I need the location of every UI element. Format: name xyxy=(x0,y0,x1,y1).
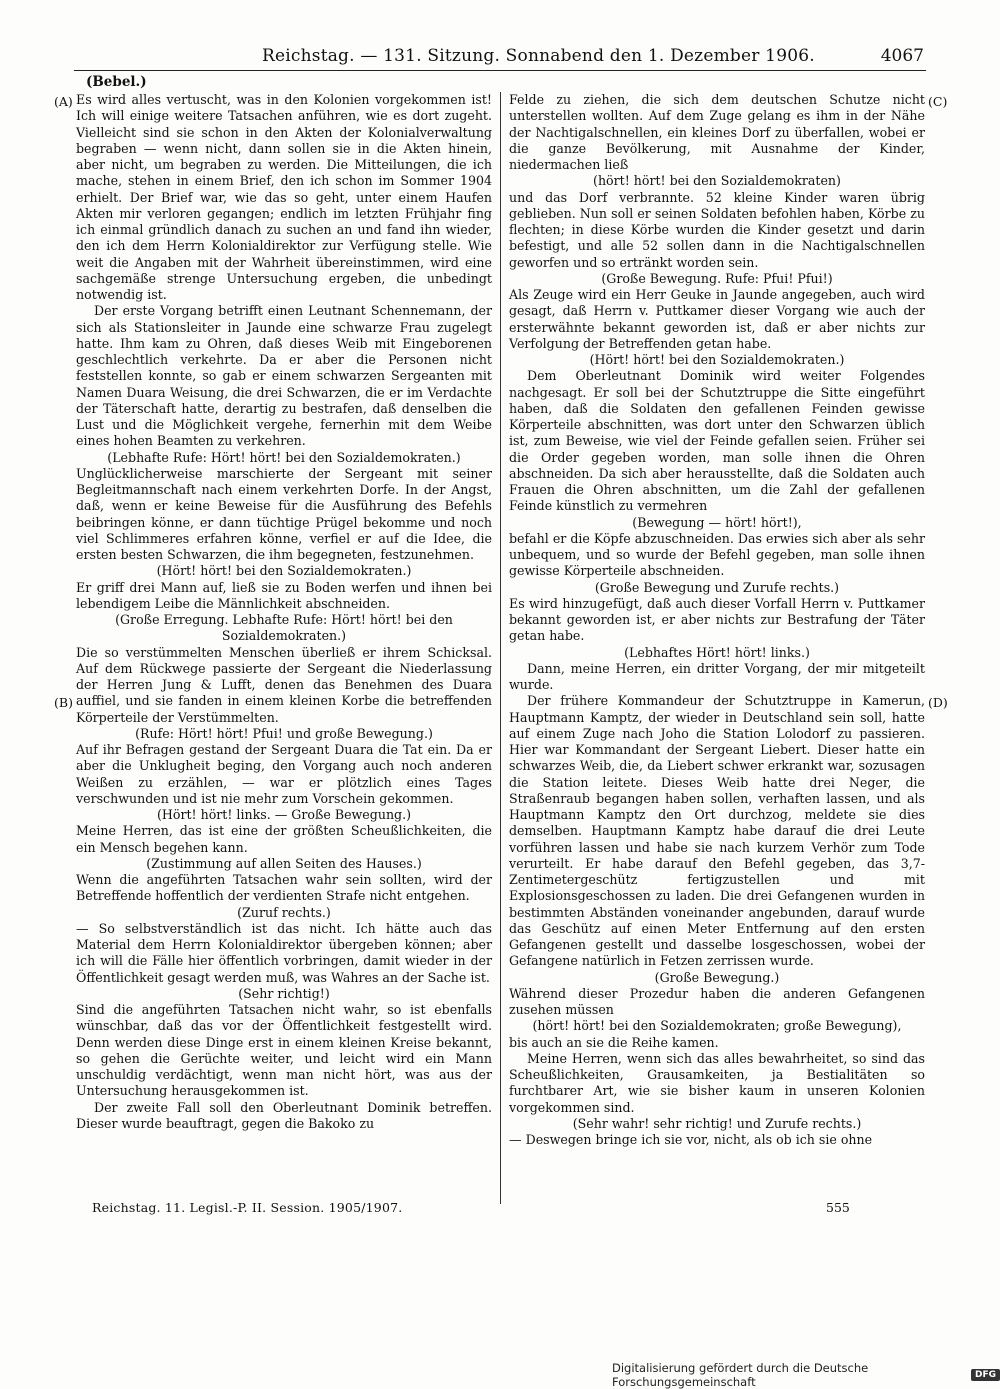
interjection: (Hört! hört! links. — Große Bewegung.) xyxy=(156,807,412,822)
margin-mark-d: (D) xyxy=(928,695,948,710)
interjection: (Hört! hört! bei den Sozialdemokraten.) xyxy=(589,352,845,367)
paragraph: befahl er die Köpfe abzuschneiden. Das erwies sich aber als sehr unbequem, und so wurde der Befehl gegeben, man solle ihnen gewisse Körperteile abschneiden. xyxy=(509,530,925,579)
interjection: (Lebhafte Rufe: Hört! hört! bei den Sozialdemokraten.) xyxy=(107,449,461,465)
interjection: (Große Bewegung.) xyxy=(654,969,780,985)
interjection: (hört! hört! bei den Sozialdemokraten) xyxy=(593,173,841,189)
interjection: (Sehr wahr! sehr richtig! und Zurufe rechts.) xyxy=(572,1115,862,1131)
digitization-credit xyxy=(612,1361,1000,1389)
paragraph: Der erste Vorgang betrifft einen Leutnant Schennemann, der sich als Stationsleiter in Jaunde eine schwarze Frau zugelegt hatte. Ihm kam zu Ohren, daß dieses Weib mit Eingeborenen geschlechtlich verkehrte. Da er aber die Personen nicht feststellen konnte, so gab er einem schwarzen Sergeanten mit Namen Duara Weisung, die drei Schwarzen, die er im Verdachte der Täterschaft hatte, derartig zu bestrafen, daß denselben die Lust und die Möglichkeit vergehe, fernerhin mit dem Weibe eines hohen Beamten zu verkehren. xyxy=(76,303,492,449)
margin-mark-b: (B) xyxy=(54,695,73,710)
interjection: (Rufe: Hört! hört! Pfui! und große Bewegung.) xyxy=(135,725,433,741)
interjection: (Lebhaftes Hört! hört! links.) xyxy=(624,644,810,660)
paragraph: Unglücklicherweise marschierte der Sergeant mit seiner Begleitmannschaft nach einem verkehrten Dorfe. In der Angst, daß, wenn er keine Beweise für die Ausführung des Befehls beibringen könne, er dann tüchtige Prügel bekomme und noch viel Schlimmeres erfahren könne, verfiel er auf die Idee, die ersten besten Schwarzen, die ihm begegneten, festzunehmen. xyxy=(76,465,492,562)
right-column xyxy=(509,92,925,1148)
paragraph: Während dieser Prozedur haben die anderen Gefangenen zusehen müssen xyxy=(509,985,925,1017)
paragraph: und das Dorf verbrannte. 52 kleine Kinder waren übrig geblieben. Nun soll er seinen Soldaten befohlen haben, Körbe zu flechten; in diese Körbe wurden die Kinder gesetzt und darin befestigt, und alle 52 sollen dann in die Nachtigalschnellen geworfen und so ertränkt worden sein. xyxy=(509,189,925,270)
interjection: (Große Bewegung und Zurufe rechts.) xyxy=(594,579,840,595)
interjection: (Große Erregung. Lebhafte Rufe: Hört! hört! bei den Sozialdemokraten.) xyxy=(115,612,453,644)
paragraph: — So selbstverständlich ist das nicht. Ich hätte auch das Material dem Herrn Kolonialdirektor übergeben können; aber ich will die Fälle hier öffentlich vorbringen, damit wieder in der Öffentlichkeit gesagt werden muß, was Wahres an der Sache ist. xyxy=(76,920,492,985)
interjection: (hört! hört! bei den Sozialdemokraten; große Bewegung), xyxy=(532,1018,902,1034)
page-header xyxy=(74,44,926,71)
paragraph: Dann, meine Herren, ein dritter Vorgang, der mir mitgeteilt wurde. xyxy=(509,660,925,692)
header-title: Reichstag. — 131. Sitzung. Sonnabend den 1. Dezember 1906. xyxy=(262,46,815,66)
paragraph: Meine Herren, das ist eine der größten Scheußlichkeiten, die ein Mensch begehen kann. xyxy=(76,823,492,855)
dfg-logo-icon: DFG xyxy=(971,1369,1000,1381)
margin-mark-c: (C) xyxy=(928,94,948,109)
interjection: (Hört! hört! bei den Sozialdemokraten.) xyxy=(156,563,412,579)
paragraph: Es wird hinzugefügt, daß auch dieser Vorfall Herrn v. Puttkamer bekannt geworden ist, er aber nichts zur Bestrafung der Täter getan habe. xyxy=(509,595,925,644)
speaker-label: (Bebel.) xyxy=(86,74,147,90)
paragraph: Sind die angeführten Tatsachen nicht wahr, so ist ebenfalls wünschbar, daß das vor der Öffentlichkeit festgestellt wird. Denn werden diese Dinge erst in einem kleinen Kreise bekannt, so gehen die Gerüchte weiter, und leicht wird ein Mann unschuldig verdächtigt, wenn man nicht hört, was aus der Untersuchung herausgekommen ist. xyxy=(76,1002,492,1099)
paragraph: Dem Oberleutnant Dominik wird weiter Folgendes nachgesagt. Er soll bei der Schutztruppe die Sitte eingeführt haben, daß die Soldaten den gefallenen Feinden gewisse Körperteile abschnitten, was dort unter den Schwarzen üblich ist, zum Beweise, wie viel der Feinde gefallen seien. Früher sei die Order gegeben worden, man solle ihnen die Ohren abschneiden. Da sich aber herausstellte, daß die Soldaten auch Frauen die Ohren abschnitten, um die Zahl der gefallenen Feinde künstlich zu vermehren xyxy=(509,368,925,514)
interjection: (Sehr richtig!) xyxy=(238,985,330,1001)
footer-legislature: Reichstag. 11. Legisl.-P. II. Session. 1905/1907. xyxy=(92,1200,403,1215)
interjection: (Zuruf rechts.) xyxy=(237,904,331,920)
paragraph: Er griff drei Mann auf, ließ sie zu Boden werfen und ihnen bei lebendigem Leibe die Männlichkeit abschneiden. xyxy=(76,579,492,611)
margin-mark-a: (A) xyxy=(54,94,73,109)
paragraph: Der zweite Fall soll den Oberleutnant Dominik betreffen. Dieser wurde beauftragt, gegen die Bakoko zu xyxy=(76,1099,492,1131)
paragraph: — Deswegen bringe ich sie vor, nicht, als ob ich sie ohne xyxy=(509,1132,873,1147)
paragraph: Wenn die angeführten Tatsachen wahr sein sollten, wird der Betreffende hoffentlich der verdienten Strafe nicht entgehen. xyxy=(76,872,492,904)
paragraph: Es wird alles vertuscht, was in den Kolonien vorgekommen ist! Ich will einige weitere Tatsachen anführen, wie es dort zugeht. Vielleicht sind sie schon in den Akten der Kolonialverwaltung begraben — wenn nicht, dann sollen sie in die Akten hinein, aber nicht, um begraben zu werden. Die Mitteilungen, die ich mache, stehen in einem Brief, den ich schon im Sommer 1904 erhielt. Der Brief war, wie das so geht, unter einem Haufen Akten mir verloren gegangen; endlich im letzten Frühjahr fing ich einmal gründlich danach zu suchen an und fand ihn wieder, den ich dem Herrn Kolonialdirektor zur Verfügung stelle. Wie weit die Angaben mit der Wahrheit übereinstimmen, wird eine sachgemäße strenge Untersuchung ergeben, die unbedingt notwendig ist. xyxy=(76,92,492,302)
interjection: (Bewegung — hört! hört!), xyxy=(632,514,802,530)
paragraph: Als Zeuge wird ein Herr Geuke in Jaunde angegeben, auch wird gesagt, daß Herrn v. Puttkamer dieser Vorgang wie auch der ersterwähnte bekannt geworden ist, daß er aber nichts zur Verfolgung der Betreffenden getan habe. xyxy=(509,287,925,351)
paragraph: bis auch an sie die Reihe kamen. xyxy=(509,1034,719,1050)
paragraph: Auf ihr Befragen gestand der Sergeant Duara die Tat ein. Da er aber die Unklugheit beging, den Vorgang auch noch anderen Weißen zu erzählen, — war er plötzlich eines Tages verschwunden und ist nie mehr zum Vorschein gekommen. xyxy=(76,742,492,806)
paragraph: Der frühere Kommandeur der Schutztruppe in Kamerun, Hauptmann Kamptz, der wieder in Deutschland sein soll, hatte auf einem Zuge nach Joho die Station Lolodorf zu passieren. Hier war Kommandant der Sergeant Liebert. Dieser hatte ein schwarzes Weib, die, da Liebert schwer erkrankt war, sozusagen die Station leitete. Dieses Weib hatte drei Neger, die Straßenraub begangen haben sollen, verhaften lassen, und als Hauptmann Kamptz den Ort durchzog, meldete sie dies demselben. Hauptmann Kamptz habe darauf die drei Leute vorführen lassen und habe sie nach kurzem Verhör zum Tode verurteilt. Er habe darauf den Befehl gegeben, das 3,7-Zentimetergeschütz fertigzustellen und mit Explosionsgeschossen zu laden. Die drei Gefangenen wurden in bestimmten Abständen voneinander angebunden, darauf wurde das Geschütz auf einen Meter Entfernung auf den ersten Gefangenen gestellt und dasselbe losgeschossen, wobei der Gefangene natürlich in Fetzen zerrissen wurde. xyxy=(509,693,925,969)
footer-sheet-number: 555 xyxy=(826,1200,850,1215)
paragraph: Die so verstümmelten Menschen überließ er ihrem Schicksal. Auf dem Rückwege passierte der Sergeant die Niederlassung der Herren Jung & Lufft, denen das Benehmen des Duara auffiel, und sie fanden in einem kleinen Korbe die betreffenden Körperteile der Verstümmelten. xyxy=(76,644,492,725)
paragraph: Meine Herren, wenn sich das alles bewahrheitet, so sind das Scheußlichkeiten, Grausamkeiten, ja Bestialitäten so furchtbarer Art, wie sie bisher kaum in unseren Kolonien vorgekommen sind. xyxy=(509,1050,925,1115)
interjection: (Große Bewegung. Rufe: Pfui! Pfui!) xyxy=(601,270,833,286)
page-number: 4067 xyxy=(880,46,924,66)
paragraph: Felde zu ziehen, die sich dem deutschen Schutze nicht unterstellen wollten. Auf dem Zuge gelang es ihm in der Nähe der Nachtigalschnellen, ein kleines Dorf zu überfallen, wobei er die ganze Bevölkerung, mit Ausnahme der Kinder, niedermachen ließ xyxy=(509,92,925,172)
column-divider xyxy=(500,92,501,1204)
interjection: (Zustimmung auf allen Seiten des Hauses.) xyxy=(146,855,422,871)
digitization-note: Digitalisierung gefördert durch die Deutsche Forschungsgemeinschaft xyxy=(612,1361,869,1389)
left-column xyxy=(76,92,492,1132)
